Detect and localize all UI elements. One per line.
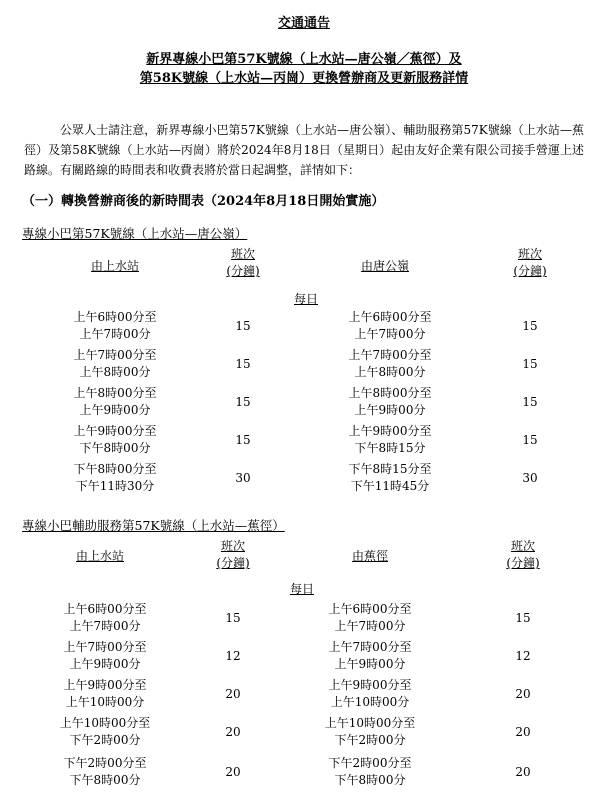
time-to: 下午2時00分 — [69, 733, 141, 747]
table-row — [40, 461, 190, 495]
time-to: 上午9時00分 — [69, 657, 141, 671]
intro-paragraph: 公眾人士請注意，新界專線小巴第57K號線（上水站—唐公嶺）、輔助服務第57K號線（上水站—蕉徑）及第58K號線（上水站—丙崗）將於2024年8月18日（星期日）起由友好企業有限公司接手營運上述路線。有關路線的時間表和收費表將於當日起調整，詳情如下： — [24, 123, 584, 177]
time-to: 上午10時00分 — [65, 695, 145, 709]
time-to: 下午8時00分 — [79, 441, 151, 455]
time-from: 上午7時00分至 — [348, 348, 432, 362]
frequency-value: 15 — [225, 611, 241, 625]
table-row — [315, 461, 465, 495]
frequency-value: 15 — [235, 395, 251, 409]
time-to: 下午8時00分 — [69, 773, 141, 787]
time-to: 上午7時00分 — [334, 619, 406, 633]
frequency-value: 15 — [515, 611, 531, 625]
table-row — [290, 601, 450, 635]
table-row — [290, 639, 450, 673]
frequency-value: 15 — [235, 357, 251, 371]
time-from: 上午7時00分至 — [73, 348, 157, 362]
frequency-value: 20 — [515, 687, 531, 701]
notice-title: 交通通告 — [277, 16, 330, 31]
time-to: 上午7時00分 — [69, 619, 141, 633]
time-from: 上午7時00分至 — [328, 640, 412, 654]
time-to: 下午8時15分 — [354, 441, 426, 455]
table-row — [315, 309, 465, 343]
time-from: 上午6時00分至 — [73, 310, 157, 324]
time-from: 下午8時15分至 — [348, 462, 432, 476]
frequency-value: 20 — [225, 765, 241, 779]
time-to: 上午10時00分 — [330, 695, 410, 709]
time-to: 上午8時00分 — [354, 365, 426, 379]
table-row — [25, 601, 185, 635]
header-frequency-back — [492, 246, 568, 280]
time-to: 上午7時00分 — [354, 327, 426, 341]
frequency-value: 12 — [225, 649, 241, 663]
header-frequency-out — [205, 246, 281, 280]
frequency-value: 20 — [225, 725, 241, 739]
time-to: 上午9時00分 — [354, 403, 426, 417]
table-row — [290, 755, 450, 789]
table-row — [40, 423, 190, 457]
time-from: 上午6時00分至 — [328, 602, 412, 616]
frequency-value: 12 — [515, 649, 531, 663]
time-from: 上午9時00分至 — [348, 424, 432, 438]
time-to: 下午11時45分 — [350, 479, 430, 493]
header-from-tsiu-keng: 由蕉徑 — [351, 549, 388, 563]
time-from: 下午8時00分至 — [73, 462, 157, 476]
table-row — [290, 715, 450, 749]
time-from: 上午7時00分至 — [63, 640, 147, 654]
freq-header-line1: 班次 — [230, 247, 255, 261]
time-from: 下午2時00分至 — [328, 756, 412, 770]
freq-header-line2: (分鐘) — [216, 556, 250, 570]
header-from-sheung-shui: 由上水站 — [75, 549, 124, 563]
frequency-value: 30 — [235, 471, 251, 485]
heading-line-1: 新界專線小巴第57K號線（上水站—唐公嶺／蕉徑）及 — [146, 52, 462, 67]
heading-line-2: 第58K號線（上水站—丙崗）更換營辦商及更新服務詳情 — [139, 71, 469, 86]
time-from: 上午9時00分至 — [328, 678, 412, 692]
time-from: 上午8時00分至 — [348, 386, 432, 400]
header-frequency-out — [195, 538, 271, 572]
time-from: 上午10時00分至 — [59, 716, 151, 730]
daily-label: 每日 — [293, 292, 318, 306]
frequency-value: 15 — [522, 319, 538, 333]
table-row — [315, 423, 465, 457]
time-from: 上午8時00分至 — [73, 386, 157, 400]
table-row — [315, 385, 465, 419]
freq-header-line2: (分鐘) — [506, 556, 540, 570]
time-from: 上午9時00分至 — [63, 678, 147, 692]
frequency-value: 20 — [515, 765, 531, 779]
table-row — [290, 677, 450, 711]
frequency-value: 15 — [522, 433, 538, 447]
table-row — [25, 755, 185, 789]
header-frequency-back — [485, 538, 561, 572]
table-row — [315, 347, 465, 381]
time-to: 下午2時00分 — [334, 733, 406, 747]
frequency-value: 20 — [515, 725, 531, 739]
freq-header-line1: 班次 — [517, 247, 542, 261]
daily-label: 每日 — [289, 582, 314, 596]
table-row — [40, 309, 190, 343]
time-from: 下午2時00分至 — [63, 756, 147, 770]
frequency-value: 15 — [522, 357, 538, 371]
time-from: 上午9時00分至 — [73, 424, 157, 438]
time-from: 上午6時00分至 — [63, 602, 147, 616]
route-57k-auxiliary-title: 專線小巴輔助服務第57K號線（上水站—蕉徑） — [22, 518, 285, 533]
freq-header-line2: (分鐘) — [513, 264, 547, 278]
time-to: 下午8時00分 — [334, 773, 406, 787]
header-from-tong-kung-leng: 由唐公嶺 — [360, 259, 409, 273]
time-to: 上午8時00分 — [79, 365, 151, 379]
frequency-value: 30 — [522, 471, 538, 485]
time-from: 上午6時00分至 — [348, 310, 432, 324]
table-row — [25, 715, 185, 749]
table-row — [25, 639, 185, 673]
frequency-value: 20 — [225, 687, 241, 701]
frequency-value: 15 — [235, 319, 251, 333]
route-57k-title: 專線小巴第57K號線（上水站—唐公嶺） — [22, 226, 248, 241]
frequency-value: 15 — [235, 433, 251, 447]
time-to: 上午7時00分 — [79, 327, 151, 341]
table-row — [25, 677, 185, 711]
time-from: 上午10時00分至 — [324, 716, 416, 730]
table-row — [40, 385, 190, 419]
table-row — [40, 347, 190, 381]
time-to: 上午9時00分 — [334, 657, 406, 671]
freq-header-line1: 班次 — [220, 539, 245, 553]
time-to: 下午11時30分 — [75, 479, 155, 493]
section-1-title: （一）轉換營辦商後的新時間表（2024年8月18日開始實施） — [22, 194, 385, 209]
freq-header-line1: 班次 — [510, 539, 535, 553]
header-from-sheung-shui: 由上水站 — [90, 259, 139, 273]
freq-header-line2: (分鐘) — [226, 264, 260, 278]
frequency-value: 15 — [522, 395, 538, 409]
time-to: 上午9時00分 — [79, 403, 151, 417]
